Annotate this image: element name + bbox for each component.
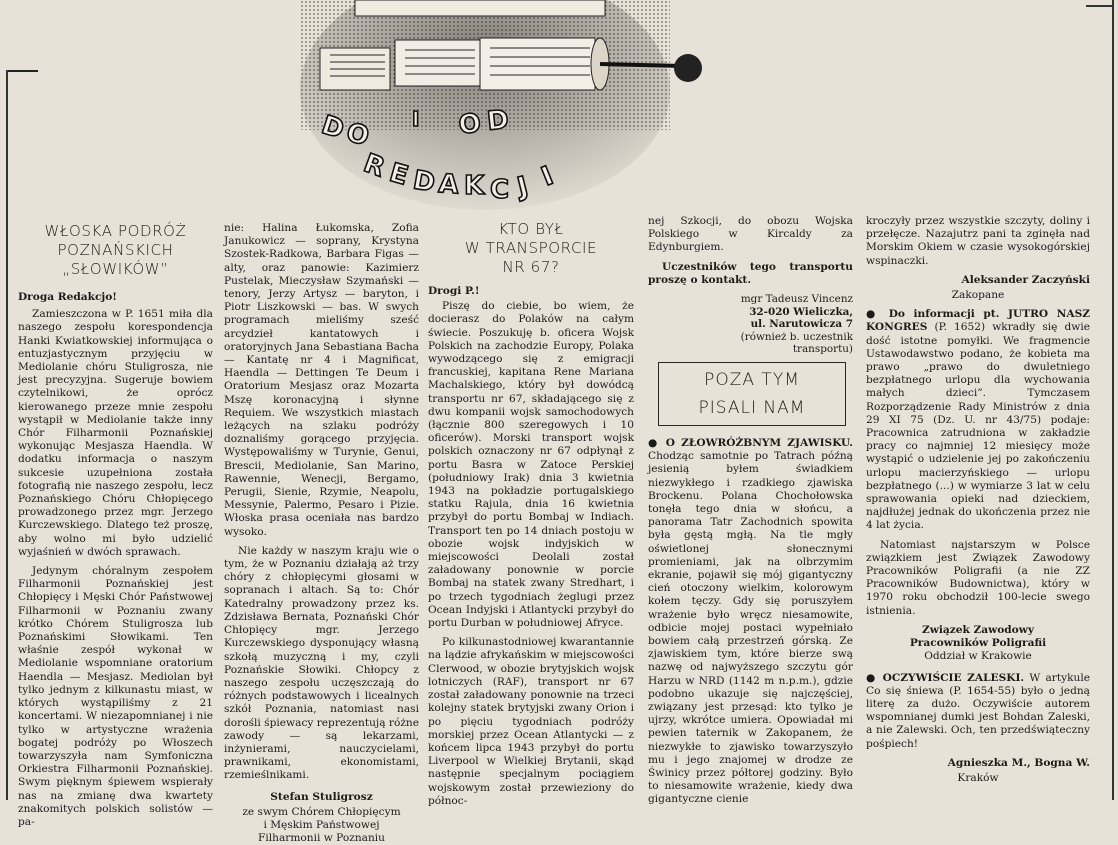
letter: R bbox=[359, 148, 389, 184]
paragraph: Natomiast najstarszym w Polsce związkiem jest Związek Zawodowy Pracowników Poligrafii (a nie ZZ Pracowników Budownictwa), który w 1970 roku obchodził 100-lecie swego istnienia. bbox=[866, 538, 1090, 617]
letter: O bbox=[343, 117, 373, 153]
header-illustration bbox=[300, 0, 670, 215]
letter: J bbox=[514, 171, 532, 203]
right-rule bbox=[1112, 0, 1114, 800]
column-1 bbox=[18, 222, 213, 835]
paragraph: Jedynym chóralnym zespołem Filharmonii Poznańskiej jest Chłopięcy i Męski Chór Państwowej Filharmonii w Poznaniu zwany krótko Chórem Stuligrosza lub Poznańskimi Słowikami. Ten właśnie zespół wykonał w Mediolanie wspomniane oratorium Haendla — Mesjasz. Mediolan był tylko jednym z kilkunastu miast, w których wystąpiliśmy z 21 koncertami. W niezapomnianej i nie tylko w artystyczne wrażenia bogatej podróży po Włoszech towarzyszyła nam Symfoniczna Orkiestra Filharmonii Poznańskiej. Swym pięknym śpiewem wspierały nas na zmianę dwa kwartety znakomitych polskich solistów — pa- bbox=[18, 565, 213, 828]
section-box: POZA TYM PISALI NAM bbox=[658, 362, 846, 426]
paragraph: Nie każdy w naszym kraju wie o tym, że w Poznaniu działają aż trzy chóry z chłopięcymi głosami w sopranach i altach. Są to: Chór Katedralny prowadzony przez ks. Zdzisława Bernata, Poznański Chór Chłopięcy mgr. Jerzego Kurczewskiego dysponujący własną szkołą muzyczną i my, czyli Poznańskie Słowiki. Chłopcy z naszego zespołu uczęszczają do różnych podstawowych i licealnych szkół Poznania, natomiast nasi dorośli śpiewacy reprezentują różne zawody — są lekarzami, inżynierami, nauczycielami, prawnikami, ekonomistami, rzemieślnikami. bbox=[224, 544, 420, 782]
signature-place: Kraków bbox=[957, 771, 999, 784]
letter: A bbox=[437, 169, 460, 201]
signature-name: Agnieszka M., Bogna W. bbox=[947, 756, 1090, 769]
column-4-lower bbox=[648, 437, 853, 813]
letter: D bbox=[485, 104, 511, 137]
left-rule bbox=[6, 70, 8, 800]
column-5 bbox=[866, 215, 1090, 791]
paragraph: kroczyły przez wszystkie szczyty, doliny i przełęcze. Nazajutrz pani ta zginęła nad Morskim Okiem w czasie wysokogórskiej wspinaczki. bbox=[866, 215, 1090, 267]
paragraph: nej Szkocji, do obozu Wojska Polskiego w Kircaldy za Edynburgiem. bbox=[648, 215, 853, 254]
letter: O bbox=[456, 108, 483, 141]
article-headline: WŁOSKA PODRÓŻ POZNAŃSKICH „SŁOWIKÓW” bbox=[44, 222, 187, 278]
paragraph: ● OCZYWIŚCIE ZALESKI. W artykule Co się śniewa (P. 1654-55) było o jedną literę za dużo. Oczywiście autorem wspomnianej dumki jest Bohdan Zaleski, a nie Zalewski. Och, ten przedświąteczny pośpiech! bbox=[866, 671, 1090, 750]
paragraph: ● Do informacji pt. JUTRO NASZ KONGRES (P. 1652) wkradły się dwie dość istotne pomyłki. We fragmencie Ustawodawstwo podano, że kobieta ma prawo „prawo do dwuletniego bezpłatnego urlopu dla wychowania małych dzieci”. Tymczasem Rozporządzenie Rady Ministrów z dnia 29 XI 75 (Dz. U. nr 43/75) podaje: Pracownica zatrudniona w zakładzie pracy co najmniej 12 miesięcy może wystąpić o udzielenie jej po zakończeniu urlopu macierzyńskiego — urlopu bezpłatnego (...) w wymiarze 3 lat w celu sprawowania opieki nad dzieckiem, najdłużej jednak do ukończenia przez nie 4 lat życia. bbox=[866, 308, 1090, 532]
paragraph: ● O ZŁOWRÓŻBNYM ZJAWISKU. Chodząc samotnie po Tatrach późną jesienią byłem świadkiem niezwykłego i rzadkiego zjawiska Brockenu. Polana Chochołowska tonęła tego dnia w słońcu, a panorama Tatr Zachodnich spowita była gęstą mgłą. Na tle mgły oświetlonej słonecznymi promieniami, jak na olbrzymim ekranie, pojawił się mój gigantyczny cień otoczony wielkim, kolorowym kołem tęczy. Gdy się poruszyłem wrażenie było wręcz niesamowite, odbicie mojej postaci wypełniało bowiem całą przestrzeń górską. Ze zjawiskiem tym, które bierze swą nazwę od najwyższego szczytu gór Harzu w NRD (1142 m n.p.m.), gdzie podobno ukazuje się najczęściej, związany jest przesąd: kto tylko je ujrzy, wkrótce umiera. Opowiadał mi pewien taternik w Zakopanem, że niezwykłe to zjawisko towarzyszyło mu i jego znajomej w drodze ze Świnicy przez półtorej godziny. Było to niesamowite wrażenie, kiedy dwa gigantyczne cienie bbox=[648, 437, 853, 806]
letter: D bbox=[410, 165, 438, 199]
paragraph: Uczestników tego transportu proszę o kontakt. bbox=[648, 260, 853, 286]
column-4 bbox=[648, 215, 853, 364]
column-2 bbox=[224, 222, 419, 845]
letter: E bbox=[386, 157, 412, 192]
lead-in: ● Do informacji pt. JUTRO NASZ KONGRES bbox=[866, 308, 1090, 334]
letter: K bbox=[464, 171, 485, 201]
lead-in: ● OCZYWIŚCIE ZALESKI. bbox=[866, 671, 1025, 684]
lead-in: ● O ZŁOWRÓŻBNYM ZJAWISKU. bbox=[648, 437, 853, 449]
salutation: Drogi P.! bbox=[428, 285, 480, 297]
signature-block: Związek Zawodowy Pracowników Poligrafii Oddział w Krakowie bbox=[909, 623, 1047, 663]
letter: C bbox=[490, 175, 510, 205]
corner-bracket-top-right bbox=[1086, 5, 1114, 7]
signature-place: Zakopane bbox=[951, 289, 1005, 302]
paragraph: Po kilkunastodniowej kwarantannie na lądzie afrykańskim w miejscowości Clerwood, w obozie brytyjskich wojsk lotniczych (RAF), transport nr 67 został załadowany ponownie na trzeci kolejny statek brytyjski zwany Orion i po pięciu tygodniach podróży morskiej przez Ocean Atlantycki — z końcem lipca 1943 przybył do portu Liverpool w Wielkiej Brytanii, skąd następnie specjalnym pociągiem wojskowym został przewieziony do północ- bbox=[428, 636, 634, 807]
signature-block: mgr Tadeusz Vincenz 32-020 Wieliczka, ul. Narutowicza 7 (również b. uczestnik transportu) bbox=[740, 293, 853, 356]
letter: D bbox=[317, 110, 348, 146]
signature-name: Aleksander Zaczyński bbox=[961, 273, 1090, 286]
salutation: Droga Redakcjo! bbox=[18, 291, 117, 303]
article-headline: KTO BYŁ W TRANSPORCIE NR 67? bbox=[464, 220, 598, 276]
corner-bracket bbox=[6, 70, 38, 102]
signature-affiliation: ze swym Chórem Chłopięcym i Męskim Państwowej Filharmonii w Poznaniu bbox=[242, 805, 401, 845]
letter: I bbox=[412, 107, 420, 131]
paragraph: Zamieszczona w P. 1651 miła dla naszego zespołu korespondencja Hanki Kwiatkowskiej informująca o entuzjastycznym przyjęciu w Mediolanie chóru Stuligrosza, nie jest precyzyjna. Sugeruje bowiem czytelnikowi, że oprócz kierowanego przeze mnie zespołu wystąpił w Mediolanie także inny Chór Filharmonii Poznańskiej wykonując Mesjasza Haendla. W dodatku informacja o naszym sukcesie uzupełniona została fotografią nie naszego zespołu, lecz Poznańskiego Chóru Chłopięcego prowadzonego przez mgr. Jerzego Kurczewskiego. Dlatego też proszę, aby wolno mi było udzielić wyjaśnień w dwóch sprawach. bbox=[18, 308, 213, 558]
paragraph: nie: Halina Łukomska, Zofia Janukowicz — soprany, Krystyna Szostek-Radkowa, Barbara Figas — alty, oraz panowie: Kazimierz Pustelak, Mieczysław Szymański — tenory, Jerzy Artysz — baryton, i Piotr Liszkowski — bas. W swych programach mieliśmy sześć arcydzieł kantatowych i oratoryjnych Jana Sebastiana Bacha — Kantatę nr 4 i Magnificat, Haendla — Dettingen Te Deum i Oratorium Mesjasz oraz Mozarta Mszę koronacyjną i słynne Requiem. We wszystkich miastach leżących na szlaku podróży doznaliśmy gorącego przyjęcia. Występowaliśmy w Turynie, Genui, Brescii, Mediolanie, San Marino, Rawennie, Wenecji, Bergamo, Perugii, Sienie, Rzymie, Neapolu, Messynie, Palermo, Pesaro i Pizie. Włoska prasa oceniała nas bardzo wysoko. bbox=[224, 222, 419, 538]
signature-name: Stefan Stuligrosz bbox=[270, 790, 373, 803]
paragraph: Piszę do ciebie, bo wiem, że docierasz do Polaków na całym świecie. Poszukuję b. oficera Wojsk Polskich na zachodzie Europy, Polaka wywodzącego się z emigracji francuskiej, kapitana Rene Mariana Machalskiego, który był dowódcą transportu nr 67, składającego się z dwu kompanii wojsk samochodowych (łącznie 800 szeregowych i 10 oficerów). Morski transport wojsk polskich oznaczony nr 67 odpłynął z portu Basra w Zatoce Perskiej (południowy Irak) dnia 3 kwietnia 1943 na pokładzie portugalskiego statku Rajula, dnia 16 kwietnia przybył do portu Bombaj w Indiach. Transport ten po 14 dniach postoju w obozie wojsk indyjskich w miejscowości Deolali został załadowany ponownie w porcie Bombaj na statek zwany Stredhart, i po trzech tygodniach żeglugi przez Ocean Indyjski i Atlantycki przybył do portu Durban w południowej Afryce. bbox=[428, 300, 634, 630]
letter: I bbox=[537, 161, 558, 193]
column-3 bbox=[428, 220, 634, 814]
